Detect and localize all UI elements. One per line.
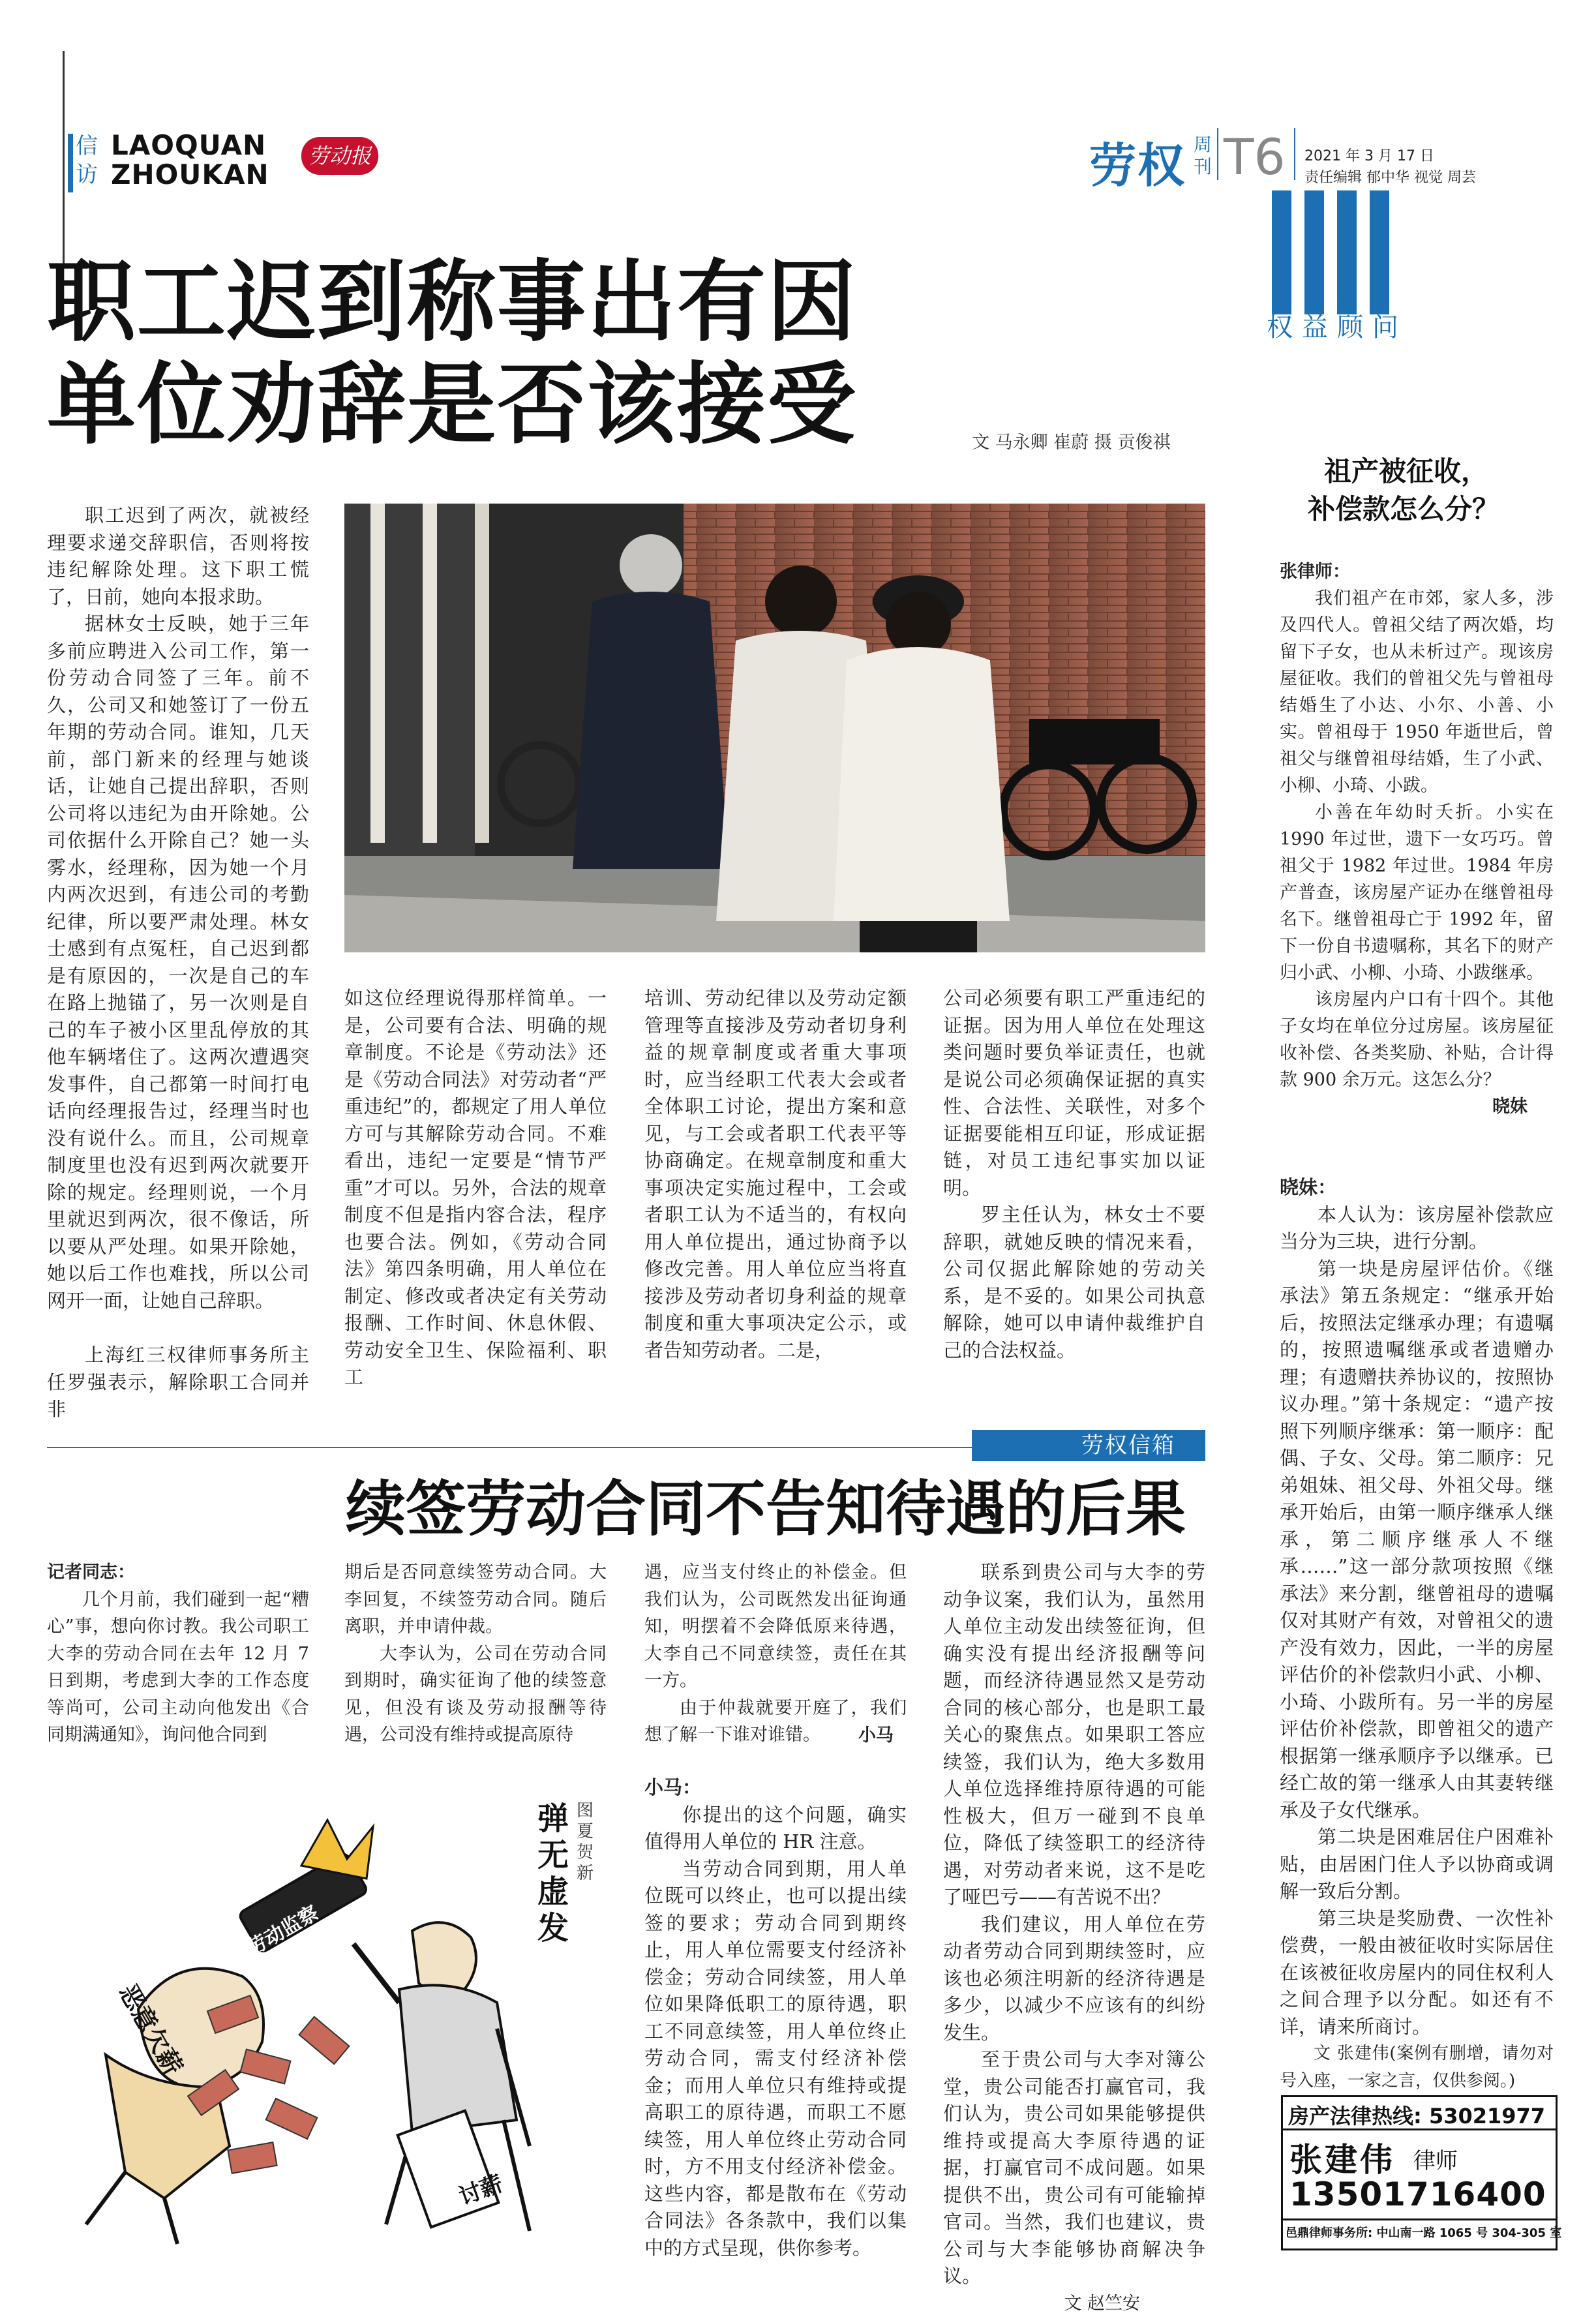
paragraph: 我们祖产在市郊，家人多，涉及四代人。曾祖父结了两次婚，均留下子女，也从未析过产。现该房屋征收。我们的曾祖父先与曾祖母结婚生了小达、小尔、小善、小实。曾祖母于 1950 年逝世后，曾祖父与继曾祖母结婚，生了小武、小柳、小琦、小跋。	[1280, 585, 1554, 799]
paragraph: 第一块是房屋评估价。《继承法》第五条规定：“继承开始后，按照法定继承办理；有遗嘱的，按照遗嘱继承或者遗赠办理；有遗赠扶养协议的，按照协议办理。”第十条规定：“遗产按照下列顺序继承：第一顺序：配偶、子女、父母。第二顺序：兄弟姐妹、祖父母、外祖父母。继承开始后，由第一顺序继承人继承，第二顺序继承人不继承……”这一部分款项按照《继承法》来分割，继曾祖母的遗嘱仅对其财产有效，对曾祖父的遗产没有效力，因此，一半的房屋评估价的补偿款归小武、小柳、小琦、小跋所有。另一半的房屋评估价补偿款，即曾祖父的遗产根据第一继承顺序予以继承。已经亡故的第一继承人由其妻转继承及子女代继承。	[1280, 1256, 1554, 1825]
reply-head: 小马：	[644, 1774, 907, 1802]
masthead-line2: ZHOUKAN	[111, 159, 269, 190]
paragraph: 罗主任认为，林女士不要辞职，就她反映的情况来看，公司仅据此解除她的劳动关系，是不妥的。如果公司执意解除，她可以申请仲裁维护自己的合法权益。	[943, 1202, 1205, 1364]
ad-divider	[1283, 2128, 1556, 2130]
paragraph: 大李认为，公司在劳动合同到期时，确实征询了他的续签意见，但没有谈及劳动报酬等待遇，公司没有维持或提高原待	[344, 1641, 607, 1749]
cartoon-tag-2: 劳动监察	[241, 1897, 323, 1961]
letter-sign: 小马	[644, 1722, 907, 1749]
laodongbao-logo: 劳动报	[301, 137, 378, 175]
sidebar-bar-2	[1304, 190, 1324, 314]
paragraph: 联系到贵公司与大李的劳动争议案，我们认为，虽然用人单位主动发出续签征询，但确实没有提出经济报酬等问题，而经济待遇显然又是劳动合同的核心部分，也是职工最关心的聚焦点。如果职工答应续签，我们认为，绝大多数用人单位选择维持原待遇的可能性极大，但万一碰到不良单位，降低了续签职工的经济待遇，对劳动者来说，这不是吃了哑巴亏——有苦说不出？	[943, 1559, 1205, 1911]
article2-title: 续签劳动合同不告知待遇的后果	[346, 1473, 1186, 1545]
ad-title: 律师	[1413, 2143, 1458, 2175]
cartoon-credit: 图 夏贺新	[577, 1800, 596, 1884]
cartoon-tag-1: 恶意欠薪	[112, 1976, 193, 2080]
paragraph: 公司必须要有职工严重违纪的证据。因为用人单位在处理这类问题时要负举证责任，也就是说公司必须确保证据的真实性、合法性、关联性，对多个证据要能相互印证，形成证据链，对员工违纪事实加以证明。	[943, 985, 1205, 1202]
sidebar-bar-1	[1272, 190, 1291, 314]
ad-address: 邑鼎律师事务所: 中山南一路 1065 号 304-305 室	[1286, 2224, 1561, 2241]
masthead-divider	[63, 51, 65, 266]
article1-col3	[644, 985, 907, 1364]
reply-col4	[943, 1559, 1205, 2317]
paragraph: 你提出的这个问题，确实值得用人单位的 HR 注意。	[644, 1802, 907, 1856]
sidebar-title-line2: 补偿款怎么分？	[1308, 488, 1499, 527]
paragraph: 培训、劳动纪律以及劳动定额管理等直接涉及劳动者切身利益的规章制度或者重大事项时，应当经职工代表大会或者全体职工讨论，提出方案和意见，与工会或者职工代表平等协商确定。在规章制度和重大事项决定实施过程中，工会或者职工认为不适当的，有权向用人单位提出，通过协商予以修改完善。用人单位应当将直接涉及劳动者切身利益的规章制度和重大事项决定公示，或者告知劳动者。二是，	[644, 985, 907, 1364]
paragraph: 第三块是奖励费、一次性补偿费，一般由被征收时实际居住在该被征收房屋内的同住权利人之间合理予以分配。如还有不详，请来所商讨。	[1280, 1905, 1554, 2041]
sidebar-bar-3	[1337, 190, 1357, 314]
paragraph: 期后是否同意续签劳动合同。大李回复，不续签劳动合同。随后离职，并申请仲裁。	[344, 1559, 607, 1641]
article1-title-line1: 职工迟到称事出有因	[47, 253, 857, 351]
page-rule-2	[1294, 128, 1295, 180]
ad-name: 张建伟	[1289, 2134, 1395, 2181]
paragraph: 至于贵公司与大李对簿公堂，贵公司能否打赢官司，我们认为，贵公司如果能够提供维持或提高大李原待遇的证据，打赢官司不成问题。如果提供不出，贵公司有可能输掉官司。当然，我们也建议，贵公司与大李能够协商解决争议。	[943, 2046, 1205, 2290]
letter-col3	[644, 1559, 907, 1749]
article1-col2	[344, 985, 607, 1391]
question-head: 张律师：	[1280, 558, 1554, 585]
paragraph: 如这位经理说得那样简单。一是，公司要有合法、明确的规章制度。不论是《劳动法》还是《劳动合同法》对劳动者“严重违纪”的，都规定了用人单位方可与其解除劳动合同。不难看出，违纪一定要是“情节严重”才可以。另外，合法的规章制度不但是指内容合法，程序也要合法。例如，《劳动合同法》第四条明确，用人单位在制定、修改或者决定有关劳动报酬、工作时间、休息休假、劳动安全卫生、保险福利、职工	[344, 985, 607, 1391]
paragraph: 小善在年幼时夭折。小实在 1990 年过世，遗下一女巧巧。曾祖父于 1982 年过世。1984 年房产普查，该房屋产证办在继曾祖母名下。继曾祖母亡于 1992 年，留下一份自书遗嘱称，其名下的财产归小武、小柳、小琦、小跋继承。	[1280, 799, 1554, 986]
ad-divider-2	[1283, 2219, 1556, 2220]
paragraph: 几个月前，我们碰到一起“糟心”事，想向你讨教。我公司职工大李的劳动合同在去年 12 月 7 日到期，考虑到大李的工作态度等尚可，公司主动向他发出《合同期满通知》，询问他合同到	[47, 1586, 309, 1749]
sidebar-title-line1: 祖产被征收，	[1324, 450, 1488, 489]
paragraph: 本人认为：该房屋补偿款应当分为三块，进行分割。	[1280, 1202, 1554, 1256]
mailbox-box: 劳权信箱	[972, 1430, 1205, 1461]
paragraph: 我们建议，用人单位在劳动者劳动合同到期续签时，应该也必须注明新的经济待遇是多少，以减少不应该有的纠纷发生。	[943, 1911, 1205, 2047]
masthead-accent	[68, 134, 73, 192]
sidebar-bar-4	[1370, 190, 1389, 314]
cartoon-tag-3: 讨薪	[454, 2166, 507, 2211]
paragraph: 据林女士反映，她于三年多前应聘进入公司工作，第一份劳动合同签了三年。前不久，公司又和她签订了一份五年期的劳动合同。谁知，几天前，部门新来的经理与她谈话，让她自己提出辞职，否则公司将以违纪为由开除她。公司依据什么开除自己？她一头雾水，经理称，因为她一个月内两次迟到，有违公司的考勤纪律，所以要严肃处理。林女士感到有点冤枉，自己迟到都是有原因的，一次是自己的车在路上抛锚了，另一次则是自己的车子被小区里乱停放的其他车辆堵住了。这两次遭遇突发事件，自己都第一时间打电话向经理报告过，经理当时也没有说什么。而且，公司规章制度里也没有迟到两次就要开除的规定。经理则说，一个月里就迟到两次，很不像话，所以要从严处理。如果开除她，她以后工作也难找，所以公司网开一面，让她自己辞职。	[47, 611, 309, 1314]
letter-col1	[47, 1559, 309, 1749]
article1-photo	[344, 504, 1205, 952]
sidebar-label: 权益顾问	[1267, 307, 1408, 344]
masthead-line1: LAOQUAN	[111, 129, 266, 161]
lawyer-ad	[1281, 2095, 1558, 2250]
cartoon-title: 弹无虚发	[537, 1800, 570, 1946]
ad-phone: 13501716400	[1289, 2175, 1546, 2213]
paragraph: 第二块是困难居住户困难补贴，由居困门住人予以协商或调解一致后分割。	[1280, 1824, 1554, 1905]
paragraph: 职工迟到了两次，就被经理要求递交辞职信，否则将按违纪解除处理。这下职工慌了，日前，她向本报求助。	[47, 502, 309, 611]
page-number: T6	[1224, 128, 1286, 186]
ad-hotline: 房产法律热线: 53021977	[1288, 2100, 1545, 2130]
answer-head: 晓妹：	[1280, 1174, 1554, 1202]
letter-col2	[344, 1559, 607, 1749]
answer-sign: 文 张建伟(案例有删增，请勿对号入座，一家之言，仅供参阅。)	[1280, 2040, 1554, 2095]
sidebar-answer	[1280, 1174, 1554, 2095]
question-sign: 晓妹	[1280, 1093, 1554, 1120]
article1-byline: 文 马永卿 崔蔚 摄 贡俊祺	[972, 428, 1170, 453]
reporter-head: 记者同志：	[47, 1559, 309, 1586]
article1-title-line2: 单位劝辞是否该接受	[47, 356, 857, 453]
article1-col4	[943, 985, 1205, 1364]
xinfang-label: 信访	[76, 132, 98, 189]
cartoon	[47, 1774, 607, 2250]
paragraph: 当劳动合同到期，用人单位既可以终止，也可以提出续签的要求；劳动合同到期终止，用人单位需要支付经济补偿金；劳动合同续签，用人单位如果降低职工的原待遇，职工不同意续签，用人单位终止劳动合同，需支付经济补偿金；而用人单位只有维持或提高职工的原待遇，而职工不愿续签，用人单位终止劳动合同时，方不用支付经济补偿金。这些内容，都是散布在《劳动合同法》各条款中，我们以集中的方式呈现，供你参考。	[644, 1856, 907, 2262]
reply-col3	[644, 1774, 907, 2262]
section-name: 劳权	[1089, 128, 1186, 196]
issue-date: 2021 年 3 月 17 日	[1304, 145, 1434, 165]
paragraph: 该房屋内户口有十四个。其他子女均在单位分过房屋。该房屋征收补偿、各类奖励、补贴，合计得款 900 余万元。这怎么分？	[1280, 986, 1554, 1093]
article1-col1	[47, 502, 309, 1423]
editor-credit: 责任编辑 郁中华 视觉 周芸	[1304, 166, 1476, 187]
sidebar-question	[1280, 558, 1554, 1120]
weekly-label: 周刊	[1194, 134, 1213, 178]
paragraph: 上海红三权律师事务所主任罗强表示，解除职工合同并非	[47, 1342, 309, 1423]
paragraph: 遇，应当支付终止的补偿金。但我们认为，公司既然发出征询通知，明摆着不会降低原来待遇，大李自己不同意续签，责任在其一方。	[644, 1559, 907, 1695]
page-rule	[1217, 128, 1218, 180]
paragraph: 由于仲裁就要开庭了，我们想了解一下谁对谁错。	[644, 1695, 907, 1749]
reply-sign: 文 赵竺安	[943, 2290, 1205, 2317]
